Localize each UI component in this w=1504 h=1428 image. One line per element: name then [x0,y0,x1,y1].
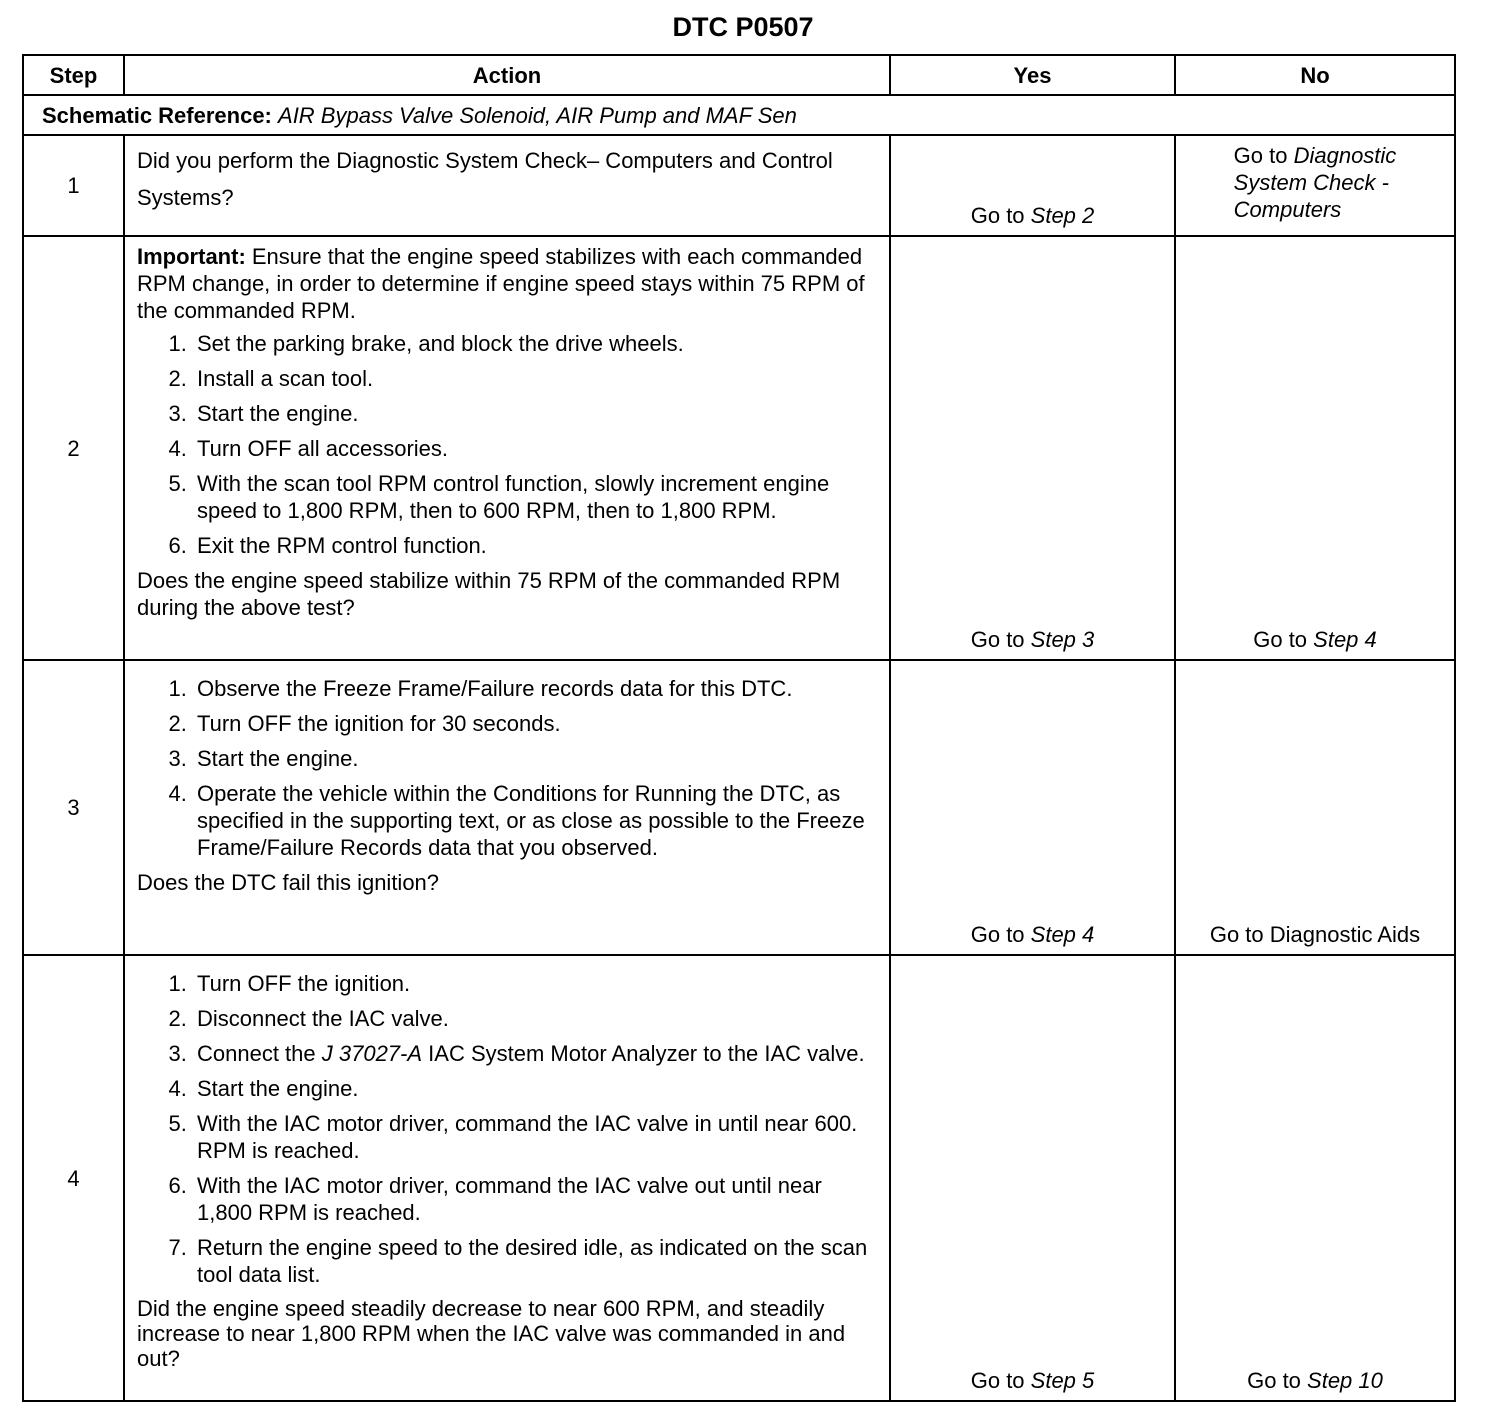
list-item: 2. Turn OFF the ignition for 30 seconds. [193,710,875,737]
step-action [124,955,890,1401]
no-link[interactable]: Go to Diagnostic Aids [1209,922,1421,947]
yes-prefix: Go to [970,922,1031,947]
list-item: 6. With the IAC motor driver, command the IAC valve out until near 1,800 RPM is reached. [193,1172,875,1226]
step-number: 2 [23,236,124,660]
header-yes: Yes [890,55,1175,95]
no-link[interactable]: Step 10 [1307,1368,1383,1393]
page-title: DTC P0507 [672,12,814,42]
yes-cell [890,955,1175,1401]
header-step: Step [23,55,124,95]
list-item: 2. Disconnect the IAC valve. [193,1005,875,1032]
table-row [23,135,1455,236]
list-item: 4. Start the engine. [193,1075,875,1102]
step-question: Does the engine speed stabilize within 75 RPM of the commanded RPM during the above test? [137,568,841,620]
no-prefix: Go to [1253,627,1314,652]
list-item: 3. Start the engine. [193,745,875,772]
list-item: 5. With the IAC motor driver, command the IAC valve in until near 600. RPM is reached. [193,1110,875,1164]
tool-reference: J 37027-A [321,1041,423,1066]
list-item: 6. Exit the RPM control function. [193,532,875,559]
important-text: Ensure that the engine speed stabilizes with each commanded RPM change, in order to determine if engine speed stays within 75 RPM of the commanded RPM. [137,244,865,323]
schematic-reference [23,95,1455,135]
step-list [137,330,875,559]
table-row [23,660,1455,955]
yes-cell [890,135,1175,236]
list-item: 1. Set the parking brake, and block the drive wheels. [193,330,875,357]
yes-cell [890,236,1175,660]
no-link-1[interactable]: Diagnostic [1293,143,1397,168]
yes-link[interactable]: Step 4 [1030,922,1095,947]
step-list [137,675,875,861]
important-label: Important: [137,244,246,269]
yes-link[interactable]: Step 2 [1030,203,1095,228]
list-item [193,1040,875,1067]
no-cell [1175,135,1455,236]
diagnostic-table [22,54,1456,1402]
no-link-3[interactable]: Computers [1233,197,1342,222]
list-item: 7. Return the engine speed to the desired idle, as indicated on the scan tool data list. [193,1234,875,1288]
step-action [124,135,890,236]
header-no: No [1175,55,1455,95]
important-note [137,243,875,324]
list-item: 5. With the scan tool RPM control function, slowly increment engine speed to 1,800 RPM, then to 600 RPM, then to 1,800 RPM. [193,470,875,524]
header-action: Action [124,55,890,95]
no-prefix: Go to [1233,143,1294,168]
no-cell [1175,955,1455,1401]
yes-prefix: Go to [970,1368,1031,1393]
step-number: 1 [23,135,124,236]
list-item: 3. Start the engine. [193,400,875,427]
schematic-value: AIR Bypass Valve Solenoid, AIR Pump and MAF Sen [278,102,797,128]
table-row [23,955,1455,1401]
list-item: 4. Turn OFF all accessories. [193,435,875,462]
step-action [124,236,890,660]
step-number: 3 [23,660,124,955]
yes-link[interactable]: Step 3 [1030,627,1095,652]
schematic-row [23,95,1455,135]
no-cell [1175,660,1455,955]
schematic-label: Schematic Reference: [42,102,272,128]
step-list [137,970,875,1288]
step-number: 4 [23,955,124,1401]
table-row [23,236,1455,660]
no-link[interactable]: Step 4 [1313,627,1377,652]
list-item: 1. Observe the Freeze Frame/Failure records data for this DTC. [193,675,875,702]
header-row [23,55,1455,95]
yes-link[interactable]: Step 5 [1030,1368,1095,1393]
no-prefix: Go to [1247,1368,1308,1393]
yes-prefix: Go to [970,627,1031,652]
step-question: Does the DTC fail this ignition? [137,870,440,895]
list-item: 4. Operate the vehicle within the Conditions for Running the DTC, as specified in the supporting text, or as close as possible to the Freeze Frame/Failure Records data that you observed. [193,780,875,861]
list-item-suffix: IAC System Motor Analyzer to the IAC valve. [422,1041,865,1066]
yes-cell [890,660,1175,955]
no-stack [1234,142,1397,223]
list-item: 1. Turn OFF the ignition. [193,970,875,997]
no-link-2[interactable]: System Check - [1233,170,1389,195]
step-question: Did the engine speed steadily decrease to near 600 RPM, and steadily increase to near 1,800 RPM when the IAC valve was commanded in and out? [137,1296,846,1371]
no-cell [1175,236,1455,660]
step-action [124,660,890,955]
list-item-prefix: Connect the [197,1041,322,1066]
yes-prefix: Go to [970,203,1031,228]
list-item: 2. Install a scan tool. [193,365,875,392]
step-question: Did you perform the Diagnostic System Check– Computers and Control Systems? [137,148,833,210]
